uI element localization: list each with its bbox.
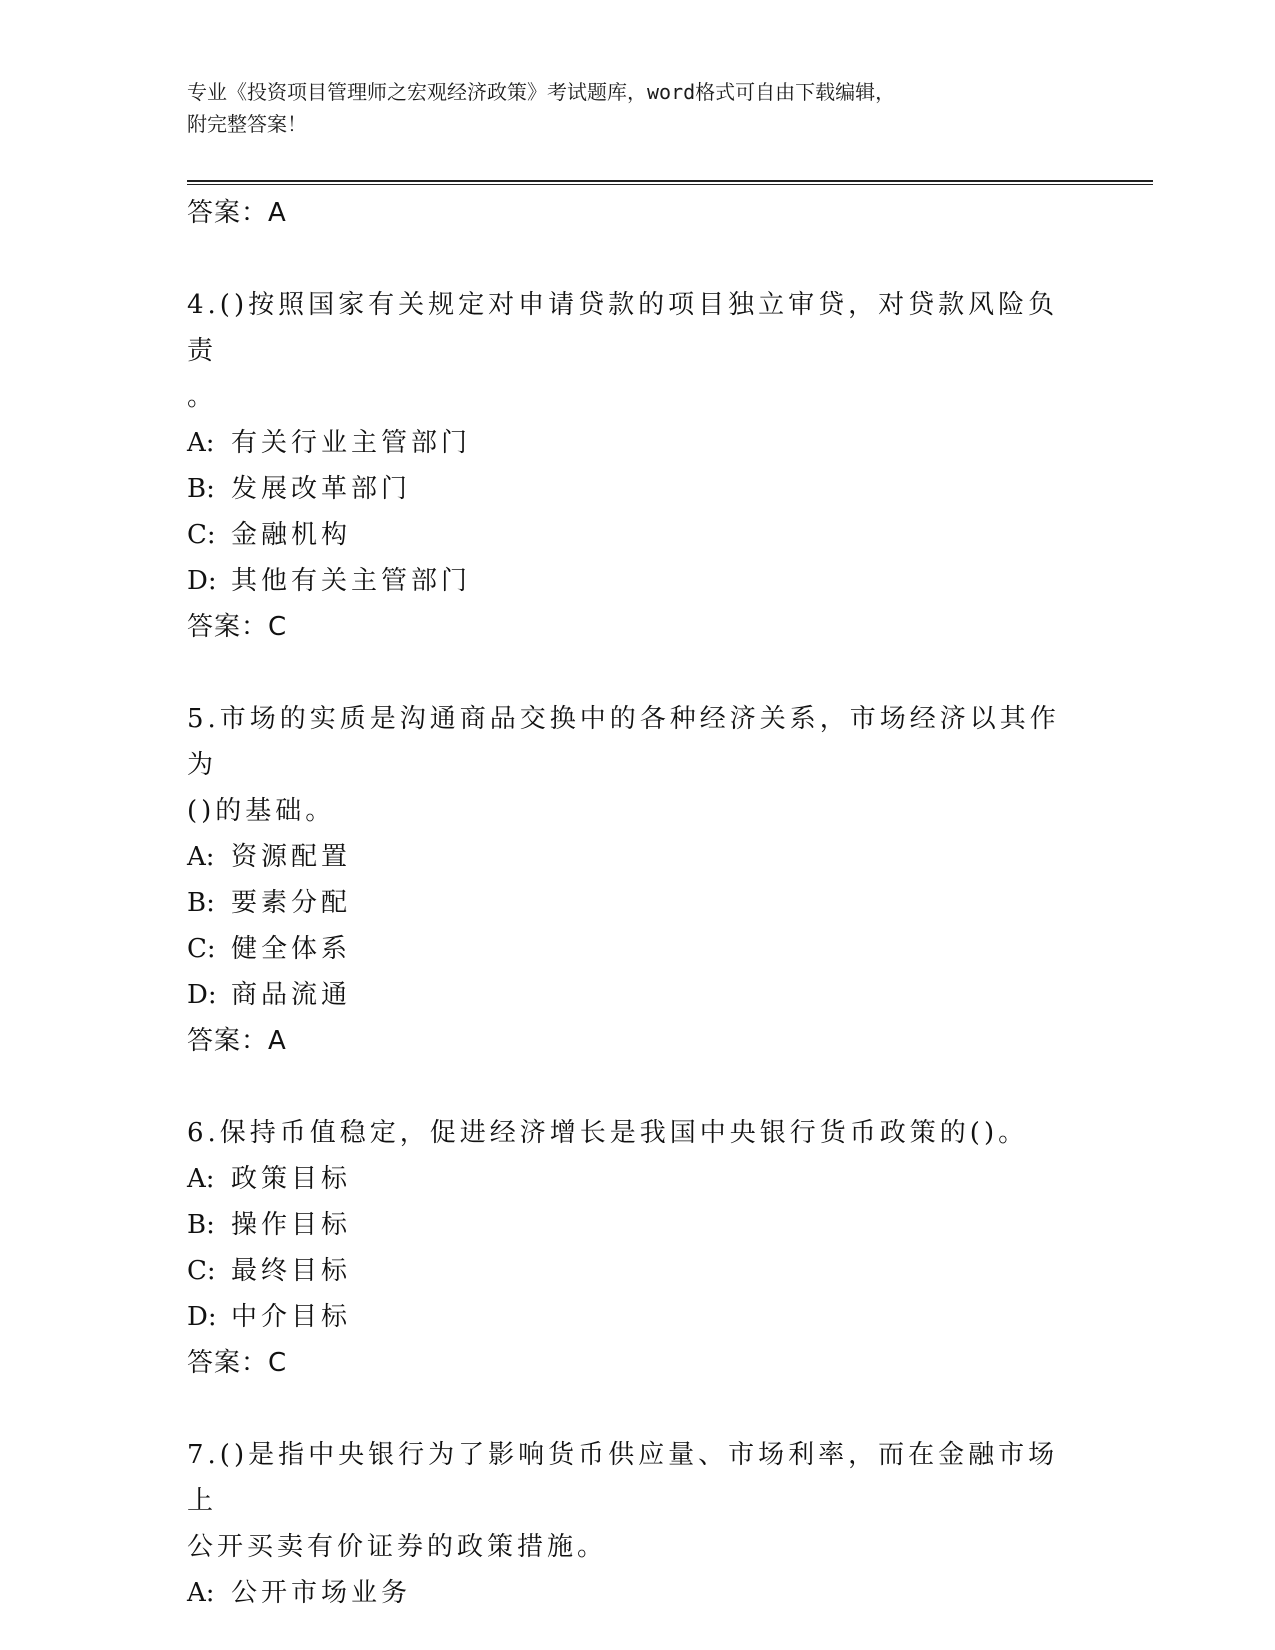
header-divider-thin	[187, 184, 1153, 185]
option-b	[187, 880, 1087, 926]
option-d	[187, 1294, 1087, 1340]
option-a	[187, 1570, 1087, 1616]
option-d	[187, 558, 1087, 604]
option-text: 健全体系	[231, 934, 352, 964]
option-a	[187, 420, 1087, 466]
answer-line: 答案：A	[187, 1026, 287, 1056]
option-c	[187, 512, 1087, 558]
option-key: B:	[187, 888, 215, 918]
option-text: 其他有关主管部门	[231, 566, 472, 596]
option-b	[187, 466, 1087, 512]
question-stem-line: 公开买卖有价证券的政策措施。	[187, 1532, 608, 1562]
document-header	[187, 76, 1057, 140]
question-stem-line: 4.()按照国家有关规定对申请贷款的项目独立审贷，对贷款风险负责	[187, 290, 1059, 366]
question-list	[187, 190, 1087, 1616]
option-c	[187, 1248, 1087, 1294]
option-key: A:	[187, 1164, 215, 1194]
answer-line: 答案：C	[187, 612, 288, 642]
option-a	[187, 834, 1087, 880]
option-text: 金融机构	[231, 520, 352, 550]
option-text: 最终目标	[231, 1256, 352, 1286]
question-block	[187, 1432, 1087, 1616]
option-d	[187, 972, 1087, 1018]
question-block	[187, 696, 1087, 1064]
question-stem-line: 5.市场的实质是沟通商品交换中的各种经济关系，市场经济以其作为	[187, 704, 1060, 780]
option-key: A:	[187, 842, 215, 872]
question-stem-line: 6.保持币值稳定，促进经济增长是我国中央银行货币政策的()。	[187, 1118, 1029, 1148]
option-key: A:	[187, 428, 215, 458]
question-block	[187, 1110, 1087, 1386]
option-c	[187, 926, 1087, 972]
question-stem-line: 。	[187, 382, 218, 412]
answer-line: 答案：A	[187, 198, 287, 228]
option-key: C:	[187, 934, 216, 964]
option-text: 资源配置	[231, 842, 352, 872]
option-text: 政策目标	[231, 1164, 352, 1194]
option-key: D:	[187, 1302, 217, 1332]
option-key: C:	[187, 1256, 216, 1286]
header-line-2: 附完整答案！	[187, 112, 307, 136]
option-a	[187, 1156, 1087, 1202]
option-key: B:	[187, 1210, 215, 1240]
option-key: D:	[187, 980, 217, 1010]
option-text: 有关行业主管部门	[231, 428, 472, 458]
header-divider-thick	[187, 180, 1153, 182]
question-stem-line: 7.()是指中央银行为了影响货币供应量、市场利率，而在金融市场上	[187, 1440, 1059, 1516]
option-key: B:	[187, 474, 215, 504]
option-text: 操作目标	[231, 1210, 352, 1240]
option-text: 公开市场业务	[231, 1578, 412, 1608]
option-text: 要素分配	[231, 888, 352, 918]
question-stem-line: ()的基础。	[187, 796, 336, 826]
option-key: C:	[187, 520, 216, 550]
option-text: 商品流通	[231, 980, 352, 1010]
option-b	[187, 1202, 1087, 1248]
question-block	[187, 282, 1087, 650]
option-key: A:	[187, 1578, 215, 1608]
option-text: 发展改革部门	[231, 474, 412, 504]
option-key: D:	[187, 566, 217, 596]
answer-line: 答案：C	[187, 1348, 288, 1378]
header-line-1: 专业《投资项目管理师之宏观经济政策》考试题库，word格式可自由下载编辑，	[187, 80, 896, 104]
option-text: 中介目标	[231, 1302, 352, 1332]
